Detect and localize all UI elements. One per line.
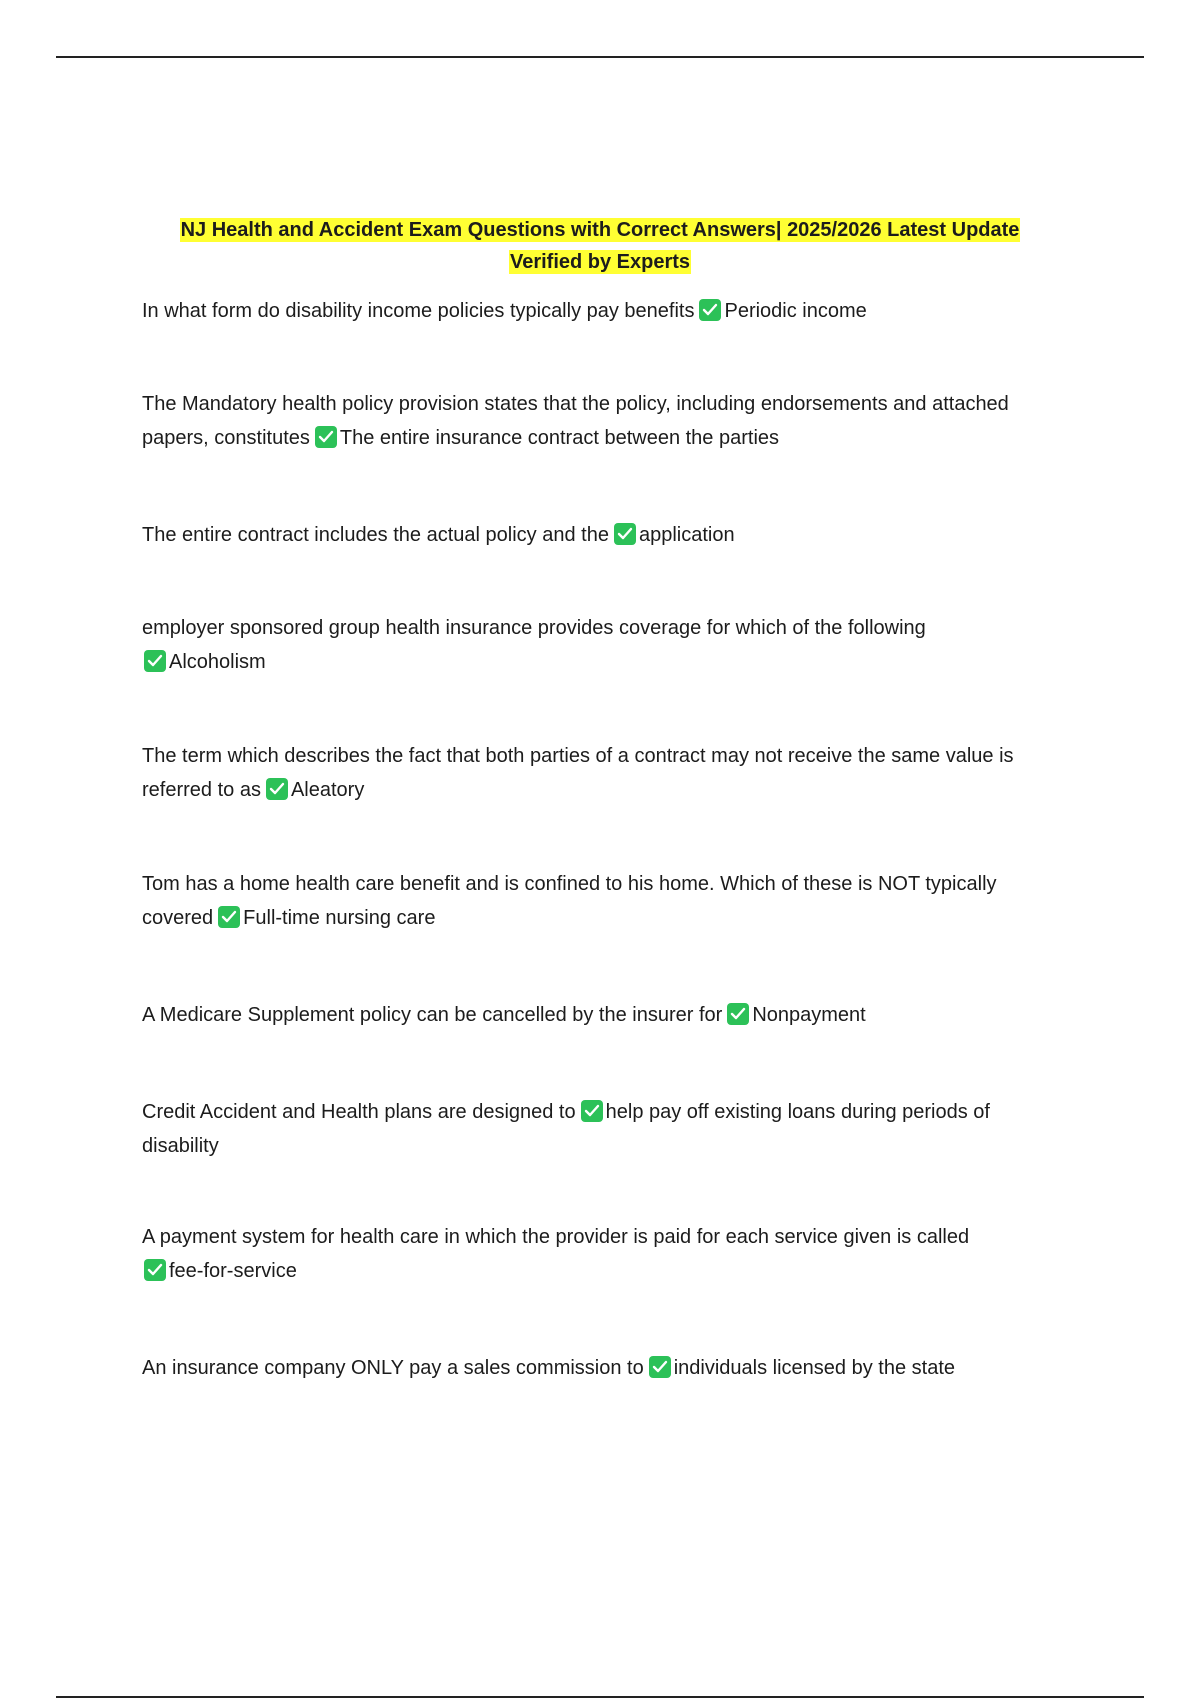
qa-item-8 bbox=[142, 1095, 1052, 1163]
question-text: The Mandatory health policy provision states that the policy, including endorsements and attached papers, constitutes bbox=[142, 393, 1009, 449]
check-box-icon bbox=[315, 426, 337, 448]
question-text: employer sponsored group health insurance provides coverage for which of the following bbox=[142, 617, 926, 639]
question-text: Credit Accident and Health plans are designed to bbox=[142, 1101, 576, 1123]
qa-item-2 bbox=[142, 387, 1052, 455]
check-box-icon bbox=[144, 650, 166, 672]
check-box-icon bbox=[727, 1003, 749, 1025]
check-box-icon bbox=[581, 1100, 603, 1122]
check-box-icon bbox=[614, 523, 636, 545]
answer-text: help pay off existing loans during periods of disability bbox=[142, 1101, 990, 1157]
question-text: The entire contract includes the actual policy and the bbox=[142, 524, 609, 546]
answer-text: fee-for-service bbox=[169, 1260, 297, 1282]
answer-text: Periodic income bbox=[724, 300, 867, 322]
check-box-icon bbox=[144, 1259, 166, 1281]
title-line-2: Verified by Experts bbox=[509, 251, 691, 273]
question-text: Tom has a home health care benefit and is confined to his home. Which of these is NOT typically covered bbox=[142, 873, 997, 929]
qa-item-9 bbox=[142, 1220, 1052, 1288]
question-text: A Medicare Supplement policy can be cancelled by the insurer for bbox=[142, 1004, 723, 1026]
answer-text: application bbox=[638, 524, 735, 546]
bottom-rule bbox=[56, 1696, 1144, 1698]
top-rule bbox=[56, 56, 1144, 58]
answer-text: The entire insurance contract between the parties bbox=[339, 427, 780, 449]
document-title bbox=[0, 214, 1200, 278]
answer-text: Aleatory bbox=[290, 779, 365, 801]
qa-item-6 bbox=[142, 867, 1052, 935]
check-box-icon bbox=[649, 1356, 671, 1378]
check-box-icon bbox=[218, 906, 240, 928]
check-box-icon bbox=[699, 299, 721, 321]
answer-text: individuals licensed by the state bbox=[673, 1357, 955, 1379]
qa-item-5 bbox=[142, 739, 1052, 807]
check-box-icon bbox=[266, 778, 288, 800]
qa-item-1 bbox=[142, 294, 1052, 328]
question-text: An insurance company ONLY pay a sales commission to bbox=[142, 1357, 644, 1379]
qa-item-3 bbox=[142, 518, 1052, 552]
question-text: In what form do disability income policies typically pay benefits bbox=[142, 300, 695, 322]
question-text: A payment system for health care in which the provider is paid for each service given is called bbox=[142, 1226, 970, 1248]
qa-item-4 bbox=[142, 611, 1052, 679]
answer-text: Alcoholism bbox=[169, 651, 266, 673]
qa-item-10 bbox=[142, 1351, 1052, 1385]
answer-text: Full-time nursing care bbox=[243, 907, 436, 929]
title-line-1: NJ Health and Accident Exam Questions with Correct Answers| 2025/2026 Latest Update bbox=[180, 219, 1020, 241]
answer-text: Nonpayment bbox=[752, 1004, 866, 1026]
qa-item-7 bbox=[142, 998, 1052, 1032]
question-text: The term which describes the fact that both parties of a contract may not receive the same value is referred to as bbox=[142, 745, 1014, 801]
